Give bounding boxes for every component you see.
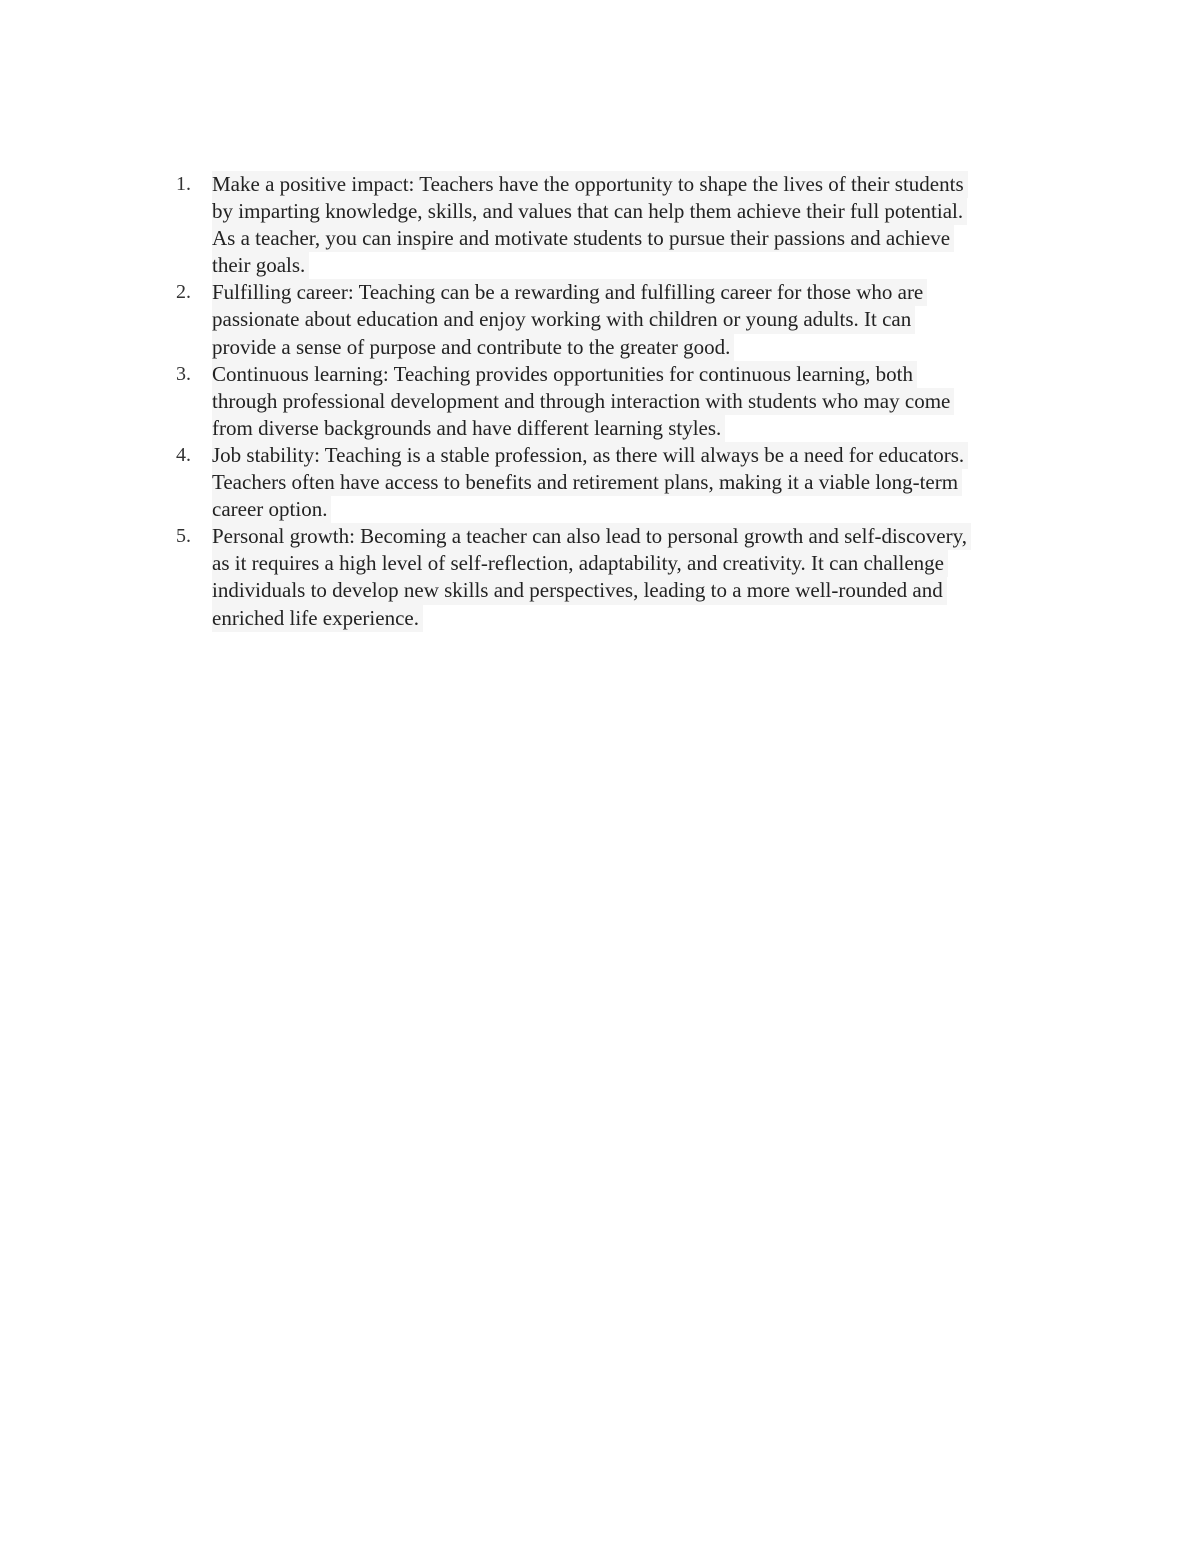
list-item [176,442,1060,523]
text-line: career option. [212,496,331,523]
list-item [176,523,1060,631]
list-number: 4. [176,443,191,466]
text-line: Job stability: Teaching is a stable profession, as there will always be a need for educators. [212,442,968,469]
list-number: 1. [176,173,191,195]
list-item [176,279,1060,360]
text-line: Continuous learning: Teaching provides opportunities for continuous learning, both [212,361,917,388]
text-line: their goals. [212,252,309,279]
text-line: as it requires a high level of self-reflection, adaptability, and creativity. It can challenge [212,550,948,577]
text-line: enriched life experience. [212,605,423,632]
text-line: As a teacher, you can inspire and motivate students to pursue their passions and achieve [212,225,954,252]
text-line: passionate about education and enjoy working with children or young adults. It can [212,306,915,333]
text-line: from diverse backgrounds and have different learning styles. [212,415,725,442]
list-number: 2. [176,281,191,304]
text-line: individuals to develop new skills and perspectives, leading to a more well-rounded and [212,577,947,604]
text-line: by imparting knowledge, skills, and values that can help them achieve their full potential. [212,198,967,225]
text-line: through professional development and through interaction with students who may come [212,388,954,415]
text-line: Fulfilling career: Teaching can be a rewarding and fulfilling career for those who are [212,279,927,306]
list-item [176,171,1060,279]
text-line: Make a positive impact: Teachers have the opportunity to shape the lives of their students [212,171,968,198]
text-line: Personal growth: Becoming a teacher can also lead to personal growth and self-discovery, [212,523,971,550]
text-line: provide a sense of purpose and contribute to the greater good. [212,334,734,361]
numbered-list [176,171,1060,632]
list-item [176,361,1060,442]
text-line: Teachers often have access to benefits and retirement plans, making it a viable long-term [212,469,962,496]
list-number: 5. [176,525,191,548]
list-number: 3. [176,362,191,385]
